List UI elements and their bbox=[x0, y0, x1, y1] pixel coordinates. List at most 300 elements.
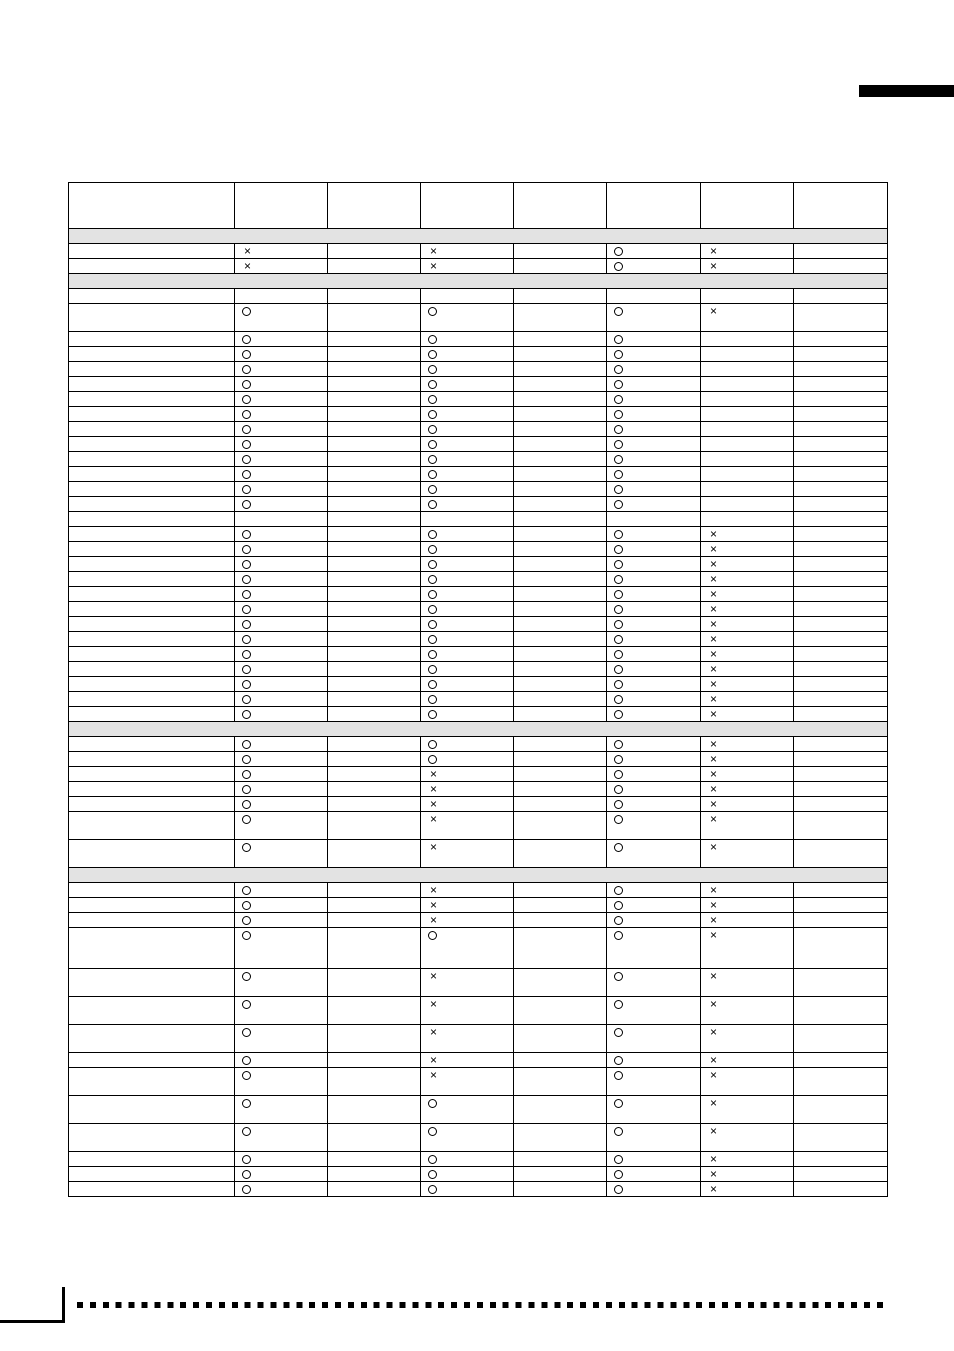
table-cell bbox=[794, 332, 888, 347]
table-cell bbox=[328, 1124, 421, 1152]
table-cell bbox=[514, 587, 607, 602]
row-label bbox=[69, 1025, 235, 1053]
table-cell bbox=[701, 752, 794, 767]
circle-mark-icon bbox=[428, 695, 437, 704]
table-cell bbox=[607, 898, 701, 913]
section-band bbox=[69, 229, 888, 244]
cross-mark-icon: × bbox=[709, 883, 717, 897]
table-cell bbox=[794, 913, 888, 928]
row-label bbox=[69, 913, 235, 928]
table-cell bbox=[421, 662, 514, 677]
table-cell bbox=[514, 392, 607, 407]
circle-mark-icon bbox=[428, 335, 437, 344]
table-cell bbox=[421, 632, 514, 647]
table-cell bbox=[701, 997, 794, 1025]
circle-mark-icon bbox=[614, 695, 623, 704]
column-header bbox=[328, 183, 421, 229]
table-cell bbox=[514, 304, 607, 332]
table-cell bbox=[794, 587, 888, 602]
cross-mark-icon: × bbox=[709, 737, 717, 751]
table-cell bbox=[701, 928, 794, 969]
table-cell bbox=[235, 362, 328, 377]
table-cell bbox=[701, 332, 794, 347]
circle-mark-icon bbox=[428, 440, 437, 449]
table-cell bbox=[328, 482, 421, 497]
cross-mark-icon: × bbox=[709, 1025, 717, 1039]
circle-mark-icon bbox=[242, 710, 251, 719]
section-header-row bbox=[69, 229, 888, 244]
table-cell bbox=[794, 997, 888, 1025]
table-cell bbox=[794, 422, 888, 437]
table-cell bbox=[794, 737, 888, 752]
table-row bbox=[69, 782, 888, 797]
table-cell bbox=[328, 752, 421, 767]
circle-mark-icon bbox=[428, 425, 437, 434]
cross-mark-icon: × bbox=[709, 767, 717, 781]
row-label bbox=[69, 928, 235, 969]
table-cell bbox=[607, 692, 701, 707]
table-row bbox=[69, 1167, 888, 1182]
table-cell bbox=[514, 1182, 607, 1197]
table-cell bbox=[701, 617, 794, 632]
column-header bbox=[701, 183, 794, 229]
table-cell bbox=[794, 542, 888, 557]
table-cell bbox=[514, 782, 607, 797]
circle-mark-icon bbox=[428, 590, 437, 599]
table-cell bbox=[421, 898, 514, 913]
table-row bbox=[69, 527, 888, 542]
table-cell bbox=[514, 467, 607, 482]
table-cell bbox=[794, 632, 888, 647]
cross-mark-icon: × bbox=[709, 1053, 717, 1067]
table-cell bbox=[607, 304, 701, 332]
table-cell bbox=[421, 752, 514, 767]
circle-mark-icon bbox=[614, 901, 623, 910]
cross-mark-icon: × bbox=[709, 557, 717, 571]
circle-mark-icon bbox=[242, 1000, 251, 1009]
table-cell bbox=[514, 707, 607, 722]
table-row bbox=[69, 362, 888, 377]
table-cell bbox=[328, 377, 421, 392]
table-cell bbox=[328, 812, 421, 840]
cross-mark-icon: × bbox=[429, 883, 437, 897]
table-cell bbox=[421, 602, 514, 617]
table-cell bbox=[794, 707, 888, 722]
table-cell bbox=[794, 497, 888, 512]
table-cell bbox=[607, 1152, 701, 1167]
table-cell bbox=[607, 782, 701, 797]
table-cell bbox=[421, 452, 514, 467]
table-cell bbox=[794, 407, 888, 422]
table-cell bbox=[701, 377, 794, 392]
table-cell bbox=[794, 244, 888, 259]
table-cell bbox=[235, 737, 328, 752]
table-cell bbox=[235, 497, 328, 512]
row-label bbox=[69, 1152, 235, 1167]
table-cell bbox=[328, 883, 421, 898]
table-row bbox=[69, 512, 888, 527]
table-cell bbox=[794, 392, 888, 407]
table-cell bbox=[701, 677, 794, 692]
circle-mark-icon bbox=[242, 1071, 251, 1080]
table-cell bbox=[421, 928, 514, 969]
circle-mark-icon bbox=[242, 545, 251, 554]
table-cell bbox=[514, 767, 607, 782]
cross-mark-icon: × bbox=[709, 677, 717, 691]
table-cell bbox=[235, 782, 328, 797]
circle-mark-icon bbox=[614, 972, 623, 981]
circle-mark-icon bbox=[242, 815, 251, 824]
column-header bbox=[235, 183, 328, 229]
circle-mark-icon bbox=[614, 710, 623, 719]
table-row bbox=[69, 289, 888, 304]
table-row bbox=[69, 617, 888, 632]
table-row bbox=[69, 707, 888, 722]
row-label bbox=[69, 707, 235, 722]
circle-mark-icon bbox=[614, 575, 623, 584]
table-cell bbox=[328, 392, 421, 407]
table-cell bbox=[421, 542, 514, 557]
table-cell bbox=[701, 527, 794, 542]
circle-mark-icon bbox=[614, 916, 623, 925]
table-cell bbox=[794, 898, 888, 913]
cross-mark-icon: × bbox=[709, 304, 717, 318]
cross-mark-icon: × bbox=[243, 244, 251, 258]
cross-mark-icon: × bbox=[709, 1152, 717, 1166]
table-cell bbox=[607, 752, 701, 767]
table-cell bbox=[701, 840, 794, 868]
table-cell bbox=[514, 602, 607, 617]
table-cell bbox=[701, 913, 794, 928]
table-row bbox=[69, 422, 888, 437]
table-cell bbox=[514, 407, 607, 422]
table-cell bbox=[607, 767, 701, 782]
table-cell bbox=[514, 692, 607, 707]
table-cell bbox=[514, 259, 607, 274]
table-cell bbox=[701, 812, 794, 840]
circle-mark-icon bbox=[242, 635, 251, 644]
circle-mark-icon bbox=[614, 886, 623, 895]
table-header-row bbox=[69, 183, 888, 229]
table-cell bbox=[701, 392, 794, 407]
circle-mark-icon bbox=[242, 740, 251, 749]
row-label bbox=[69, 797, 235, 812]
row-label bbox=[69, 557, 235, 572]
table-cell bbox=[328, 692, 421, 707]
circle-mark-icon bbox=[614, 530, 623, 539]
cross-mark-icon: × bbox=[709, 1096, 717, 1110]
table-cell bbox=[421, 392, 514, 407]
circle-mark-icon bbox=[242, 605, 251, 614]
circle-mark-icon bbox=[614, 545, 623, 554]
section-band bbox=[69, 722, 888, 737]
table-cell bbox=[607, 737, 701, 752]
table-cell bbox=[235, 647, 328, 662]
table-cell bbox=[235, 467, 328, 482]
circle-mark-icon bbox=[614, 262, 623, 271]
circle-mark-icon bbox=[242, 470, 251, 479]
table-cell bbox=[514, 662, 607, 677]
circle-mark-icon bbox=[428, 605, 437, 614]
table-cell bbox=[235, 898, 328, 913]
table-cell bbox=[607, 647, 701, 662]
cross-mark-icon: × bbox=[709, 1124, 717, 1138]
table-cell bbox=[421, 1053, 514, 1068]
table-cell bbox=[701, 289, 794, 304]
table-cell bbox=[421, 913, 514, 928]
table-cell bbox=[328, 1167, 421, 1182]
table-cell bbox=[514, 737, 607, 752]
table-cell bbox=[607, 928, 701, 969]
table-cell bbox=[794, 304, 888, 332]
table-cell bbox=[235, 407, 328, 422]
circle-mark-icon bbox=[428, 395, 437, 404]
row-label bbox=[69, 527, 235, 542]
cross-mark-icon: × bbox=[709, 997, 717, 1011]
table-cell bbox=[701, 437, 794, 452]
table-cell bbox=[421, 244, 514, 259]
table-cell bbox=[328, 647, 421, 662]
circle-mark-icon bbox=[242, 931, 251, 940]
table-cell bbox=[701, 304, 794, 332]
table-cell bbox=[607, 840, 701, 868]
circle-mark-icon bbox=[242, 1028, 251, 1037]
table-row bbox=[69, 1124, 888, 1152]
table-cell bbox=[794, 572, 888, 587]
table-row bbox=[69, 542, 888, 557]
table-cell bbox=[794, 1025, 888, 1053]
circle-mark-icon bbox=[428, 545, 437, 554]
table-cell bbox=[701, 259, 794, 274]
row-label bbox=[69, 752, 235, 767]
table-cell bbox=[607, 289, 701, 304]
table-row bbox=[69, 662, 888, 677]
table-cell bbox=[421, 259, 514, 274]
table-cell bbox=[235, 557, 328, 572]
table-cell bbox=[235, 542, 328, 557]
table-row bbox=[69, 482, 888, 497]
table-cell bbox=[514, 422, 607, 437]
row-label bbox=[69, 1053, 235, 1068]
table-cell bbox=[607, 797, 701, 812]
table-cell bbox=[607, 997, 701, 1025]
table-row bbox=[69, 1096, 888, 1124]
row-label bbox=[69, 289, 235, 304]
table-body bbox=[69, 229, 888, 1197]
table-cell bbox=[794, 289, 888, 304]
table-cell bbox=[421, 512, 514, 527]
table-cell bbox=[514, 677, 607, 692]
circle-mark-icon bbox=[428, 755, 437, 764]
circle-mark-icon bbox=[614, 350, 623, 359]
table-cell bbox=[794, 797, 888, 812]
circle-mark-icon bbox=[428, 485, 437, 494]
table-cell bbox=[607, 527, 701, 542]
table-cell bbox=[607, 437, 701, 452]
row-label bbox=[69, 482, 235, 497]
table-cell bbox=[607, 392, 701, 407]
table-cell bbox=[328, 898, 421, 913]
table-cell bbox=[514, 797, 607, 812]
table-cell bbox=[328, 1096, 421, 1124]
table-cell bbox=[607, 1124, 701, 1152]
row-label bbox=[69, 647, 235, 662]
circle-mark-icon bbox=[614, 470, 623, 479]
circle-mark-icon bbox=[428, 620, 437, 629]
row-label bbox=[69, 767, 235, 782]
cross-mark-icon: × bbox=[429, 767, 437, 781]
circle-mark-icon bbox=[428, 680, 437, 689]
table-cell bbox=[421, 347, 514, 362]
table-cell bbox=[514, 997, 607, 1025]
table-cell bbox=[607, 707, 701, 722]
table-cell bbox=[328, 587, 421, 602]
table-cell bbox=[794, 482, 888, 497]
table-cell bbox=[794, 437, 888, 452]
table-cell bbox=[794, 467, 888, 482]
row-label bbox=[69, 392, 235, 407]
table-cell bbox=[235, 392, 328, 407]
column-header bbox=[607, 183, 701, 229]
table-row bbox=[69, 632, 888, 647]
table-cell bbox=[514, 497, 607, 512]
section-band bbox=[69, 274, 888, 289]
table-cell bbox=[328, 407, 421, 422]
circle-mark-icon bbox=[242, 770, 251, 779]
row-label bbox=[69, 542, 235, 557]
table-cell bbox=[607, 259, 701, 274]
table-cell bbox=[701, 782, 794, 797]
table-cell bbox=[794, 752, 888, 767]
table-cell bbox=[794, 1096, 888, 1124]
table-cell bbox=[328, 304, 421, 332]
table-cell bbox=[421, 304, 514, 332]
circle-mark-icon bbox=[428, 500, 437, 509]
circle-mark-icon bbox=[614, 1099, 623, 1108]
cross-mark-icon: × bbox=[709, 812, 717, 826]
table-cell bbox=[235, 244, 328, 259]
table-row bbox=[69, 737, 888, 752]
table-row bbox=[69, 969, 888, 997]
circle-mark-icon bbox=[614, 665, 623, 674]
circle-mark-icon bbox=[614, 247, 623, 256]
cross-mark-icon: × bbox=[429, 1025, 437, 1039]
circle-mark-icon bbox=[242, 916, 251, 925]
table-row bbox=[69, 587, 888, 602]
table-row bbox=[69, 452, 888, 467]
table-cell bbox=[701, 632, 794, 647]
circle-mark-icon bbox=[428, 455, 437, 464]
table-cell bbox=[421, 482, 514, 497]
table-cell bbox=[421, 422, 514, 437]
column-header bbox=[794, 183, 888, 229]
table-cell bbox=[794, 362, 888, 377]
circle-mark-icon bbox=[428, 307, 437, 316]
circle-mark-icon bbox=[242, 680, 251, 689]
table-cell bbox=[701, 1025, 794, 1053]
table-cell bbox=[607, 244, 701, 259]
table-cell bbox=[794, 1068, 888, 1096]
table-cell bbox=[328, 497, 421, 512]
table-cell bbox=[328, 437, 421, 452]
table-cell bbox=[794, 928, 888, 969]
circle-mark-icon bbox=[242, 650, 251, 659]
cross-mark-icon: × bbox=[709, 1068, 717, 1082]
table-row bbox=[69, 572, 888, 587]
table-cell bbox=[328, 332, 421, 347]
table-cell bbox=[514, 527, 607, 542]
table-cell bbox=[607, 362, 701, 377]
table-cell bbox=[235, 1182, 328, 1197]
table-cell bbox=[794, 1167, 888, 1182]
circle-mark-icon bbox=[242, 843, 251, 852]
table-cell bbox=[421, 969, 514, 997]
table-cell bbox=[607, 542, 701, 557]
table-cell bbox=[701, 1068, 794, 1096]
table-cell bbox=[235, 1096, 328, 1124]
table-cell bbox=[421, 767, 514, 782]
circle-mark-icon bbox=[428, 350, 437, 359]
circle-mark-icon bbox=[242, 590, 251, 599]
table-cell bbox=[235, 617, 328, 632]
table-row bbox=[69, 557, 888, 572]
table-cell bbox=[514, 482, 607, 497]
table-cell bbox=[421, 812, 514, 840]
cross-mark-icon: × bbox=[709, 928, 717, 942]
table-cell bbox=[421, 407, 514, 422]
circle-mark-icon bbox=[428, 650, 437, 659]
row-label bbox=[69, 662, 235, 677]
table-cell bbox=[701, 883, 794, 898]
table-row bbox=[69, 647, 888, 662]
cross-mark-icon: × bbox=[709, 1167, 717, 1181]
circle-mark-icon bbox=[242, 365, 251, 374]
cross-mark-icon: × bbox=[429, 812, 437, 826]
table-cell bbox=[701, 662, 794, 677]
table-cell bbox=[235, 527, 328, 542]
cross-mark-icon: × bbox=[709, 797, 717, 811]
table-cell bbox=[421, 797, 514, 812]
table-cell bbox=[421, 1068, 514, 1096]
table-cell bbox=[421, 1167, 514, 1182]
page-number-box bbox=[0, 1287, 65, 1323]
circle-mark-icon bbox=[242, 560, 251, 569]
row-label bbox=[69, 407, 235, 422]
circle-mark-icon bbox=[614, 560, 623, 569]
cross-mark-icon: × bbox=[709, 752, 717, 766]
circle-mark-icon bbox=[242, 395, 251, 404]
table-cell bbox=[514, 347, 607, 362]
circle-mark-icon bbox=[428, 740, 437, 749]
circle-mark-icon bbox=[614, 931, 623, 940]
table-cell bbox=[607, 677, 701, 692]
circle-mark-icon bbox=[242, 1170, 251, 1179]
circle-mark-icon bbox=[428, 1170, 437, 1179]
cross-mark-icon: × bbox=[429, 259, 437, 273]
table-cell bbox=[794, 647, 888, 662]
table-cell bbox=[794, 557, 888, 572]
table-cell bbox=[607, 1182, 701, 1197]
table-cell bbox=[328, 542, 421, 557]
table-row bbox=[69, 1025, 888, 1053]
table-cell bbox=[794, 969, 888, 997]
table-cell bbox=[235, 452, 328, 467]
circle-mark-icon bbox=[614, 843, 623, 852]
row-label bbox=[69, 304, 235, 332]
table-row bbox=[69, 392, 888, 407]
table-cell bbox=[328, 997, 421, 1025]
circle-mark-icon bbox=[614, 815, 623, 824]
